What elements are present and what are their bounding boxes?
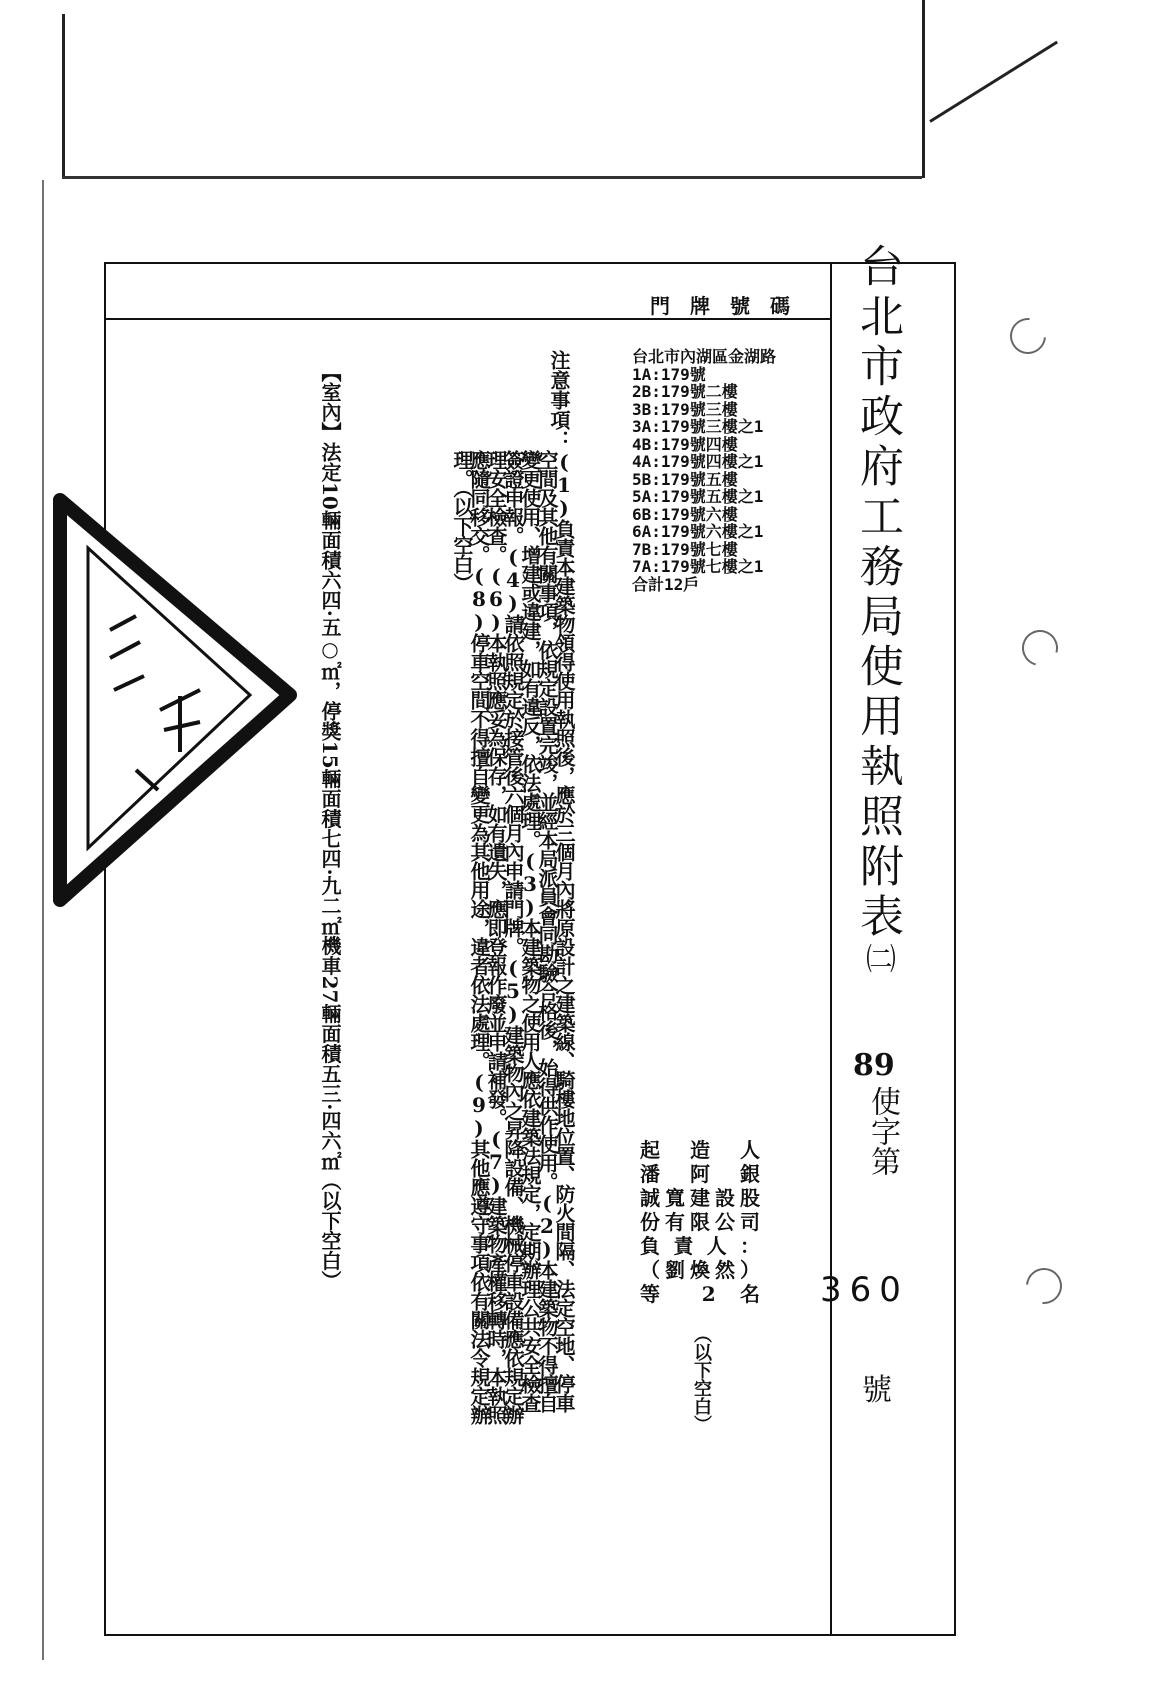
address-unit: 2B:179號二樓 [632,382,738,401]
parking-area-text: 法定10輛面積六四·五○㎡，停獎15輛面積七四·九二㎡機車27輛面積五三·四六㎡（以下空白） [318,442,342,1291]
address-list [632,348,822,593]
sticker-seal [40,490,300,910]
scan-edge-top-bottom [62,176,922,179]
notes-heading: 注意事項： [547,350,571,450]
form-title [842,243,912,973]
parking-area-label: 【室內】 [318,362,342,442]
notes-body: (1)負責本建築物領得使用執照後，應於三個月內將原設計之建築線、騎樓地位置、防火間隔、法定空地、停車空間及其他有關事項，依規定設置完竣，並經本局派員會同勘驗合格後，始得供作使用。(2)本建築物不得擅自變更使用、增建或違建，如有違反，依法處理。(3)本建築物之使用人應依建築法規定，定期辦理公共安全檢查簽證申報。(4)請依照規定於接管後六個月內申請門牌。(5)建築物內之昇降設備、機械停車設備應依規定辦理安全檢查。(6)本執照應妥為保存，如有遺失，應即登報作廢並申請補發。(7)建築物產權移轉時，本執照應隨同移交。(8)停車空間不得擅自變更為其他用途，違者依法處理。(9)其他應遵守事項依有關法令規定辦理。（以下空白） [450,450,576,1424]
builder-label: 起造人 [640,1138,760,1162]
license-year: 89 [853,1048,895,1083]
title-column-divider [830,262,832,1636]
address-street: 台北市內湖區金湖路 [632,347,777,366]
punch-hole [1015,623,1064,672]
scan-edge-top-left [62,14,65,179]
builder-rep-label: 負責人： [640,1234,760,1258]
address-total: 合計12戶 [632,574,700,594]
builder-company-line2: 份有限公司 [640,1210,760,1234]
address-unit: 7B:179號七樓 [632,539,738,559]
scan-diagonal-stroke [929,41,1058,123]
door-number-header: 門牌號碼 [650,294,810,318]
sticker-seal-graphic [40,490,300,910]
address-unit: 3B:179號三樓 [632,399,738,419]
scan-edge-top-right [922,0,925,178]
address-unit: 6B:179號六樓 [632,504,738,524]
builder-count: 等 2 名 [640,1282,760,1306]
address-unit: 5A:179號五樓之1 [632,487,764,506]
license-suffix: 號 [862,1373,892,1408]
address-unit: 4A:179號四樓之1 [632,452,764,471]
license-prefix: 使字第 [865,1086,900,1176]
form-title-main: 台北市政府工務局使用執照附表 [852,243,903,943]
builder-company-line1: 誠寬建設股 [640,1186,760,1210]
address-unit: 1A:179號 [632,364,706,384]
form-title-suffix: ㈡ [860,943,895,973]
address-unit: 7A:179號七樓之1 [632,557,764,576]
scan-edge-left [42,180,44,1660]
address-unit: 6A:179號六樓之1 [632,522,764,541]
parking-area-note [318,362,342,1342]
punch-hole [1003,311,1054,362]
builder-person: 潘阿銀 [640,1162,760,1186]
license-number: 360 [820,1270,909,1310]
address-unit: 4B:179號四樓 [632,434,738,454]
address-unit: 3A:179號三樓之1 [632,417,764,436]
builder-blank-note: （以下空白） [691,1325,712,1433]
builder-rep-name: （劉煥然） [640,1258,760,1282]
address-unit: 5B:179號五樓 [632,469,738,489]
punch-hole [1019,1261,1070,1312]
